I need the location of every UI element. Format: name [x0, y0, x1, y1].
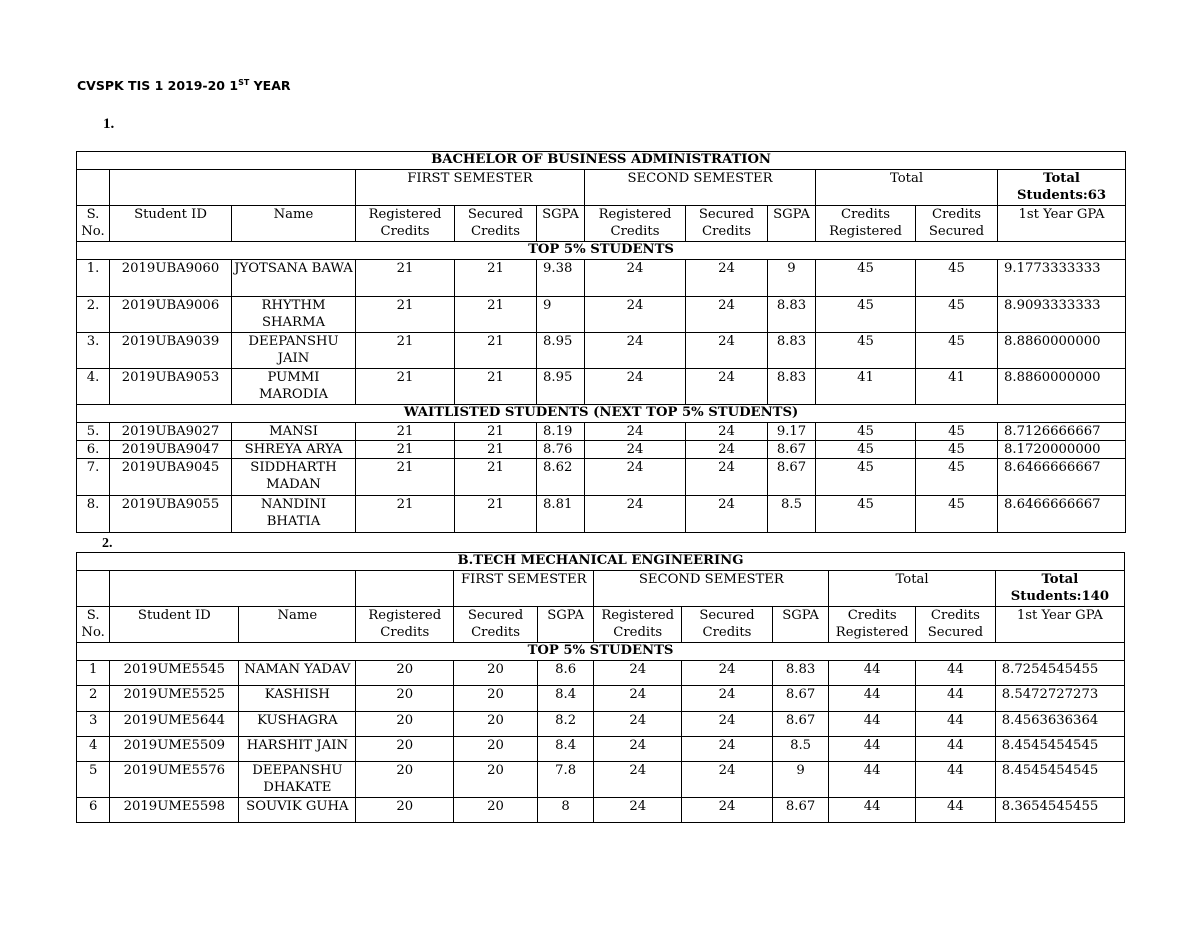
header-secured-credits: Secured Credits	[455, 206, 537, 242]
sem1-registered-credits-cell: 20	[356, 686, 454, 712]
header-sgpa: SGPA	[772, 607, 828, 643]
total-credits-secured-cell: 45	[916, 423, 998, 441]
sem2-registered-credits-cell: 24	[585, 496, 686, 533]
first-year-gpa-cell: 8.1720000000	[998, 441, 1126, 459]
sem1-registered-credits-cell: 21	[356, 333, 455, 369]
table-row	[77, 297, 1126, 333]
sem2-secured-credits-cell: 24	[686, 423, 768, 441]
student-id-cell: 2019UBA9039	[110, 333, 232, 369]
first-year-gpa-cell: 8.4545454545	[995, 737, 1124, 762]
serial-number-cell: 2	[77, 686, 110, 712]
sem1-registered-credits-cell: 20	[356, 762, 454, 798]
total-credits-registered-cell: 45	[816, 333, 916, 369]
student-name-cell: PUMMI MARODIA	[232, 369, 356, 405]
student-name-cell: SHREYA ARYA	[232, 441, 356, 459]
sem2-secured-credits-cell: 24	[682, 712, 773, 737]
sem2-sgpa-cell: 8.67	[772, 712, 828, 737]
serial-number-cell: 4	[77, 737, 110, 762]
sem1-sgpa-cell: 8.6	[537, 661, 593, 686]
header-total: Total	[829, 571, 995, 607]
serial-number-cell: 3.	[77, 333, 110, 369]
header-sgpa: SGPA	[537, 607, 593, 643]
sem2-registered-credits-cell: 24	[585, 423, 686, 441]
total-credits-secured-cell: 44	[916, 686, 996, 712]
sem2-sgpa-cell: 8.83	[768, 333, 816, 369]
section-label-top: TOP 5% STUDENTS	[77, 242, 1126, 260]
student-id-cell: 2019UME5576	[110, 762, 239, 798]
sem2-registered-credits-cell: 24	[594, 762, 682, 798]
sem1-secured-credits-cell: 21	[455, 260, 537, 297]
sem1-sgpa-cell: 8.2	[537, 712, 593, 737]
student-id-cell: 2019UBA9055	[110, 496, 232, 533]
sem2-registered-credits-cell: 24	[585, 333, 686, 369]
section-number-1: 1.	[103, 116, 115, 132]
header-registered-credits: Registered Credits	[585, 206, 686, 242]
header-registered-credits: Registered Credits	[594, 607, 682, 643]
student-name-cell: RHYTHM SHARMA	[232, 297, 356, 333]
total-credits-secured-cell: 44	[916, 661, 996, 686]
sem2-registered-credits-cell: 24	[594, 737, 682, 762]
header-total-students: Total Students:140	[995, 571, 1124, 607]
sem2-registered-credits-cell: 24	[585, 297, 686, 333]
sem1-registered-credits-cell: 20	[356, 798, 454, 823]
header-student-id: Student ID	[110, 607, 239, 643]
sem2-secured-credits-cell: 24	[686, 496, 768, 533]
total-credits-registered-cell: 45	[816, 496, 916, 533]
sem2-secured-credits-cell: 24	[686, 369, 768, 405]
first-year-gpa-cell: 8.9093333333	[998, 297, 1126, 333]
header-credits-secured: Credits Secured	[916, 607, 996, 643]
header-blank	[110, 170, 356, 206]
sem2-registered-credits-cell: 24	[594, 686, 682, 712]
total-credits-secured-cell: 44	[916, 712, 996, 737]
total-credits-registered-cell: 45	[816, 297, 916, 333]
sem2-secured-credits-cell: 24	[682, 737, 773, 762]
sem2-registered-credits-cell: 24	[585, 260, 686, 297]
header-sno: S. No.	[77, 206, 110, 242]
sem1-sgpa-cell: 8	[537, 798, 593, 823]
sem1-registered-credits-cell: 21	[356, 496, 455, 533]
sem2-sgpa-cell: 8.67	[768, 441, 816, 459]
student-id-cell: 2019UBA9006	[110, 297, 232, 333]
header-secured-credits: Secured Credits	[454, 607, 538, 643]
student-id-cell: 2019UME5644	[110, 712, 239, 737]
header-credits-registered: Credits Registered	[829, 607, 916, 643]
header-blank	[356, 571, 454, 607]
total-credits-secured-cell: 45	[916, 297, 998, 333]
section-label-waitlisted: WAITLISTED STUDENTS (NEXT TOP 5% STUDENTS)	[77, 405, 1126, 423]
serial-number-cell: 6	[77, 798, 110, 823]
sem1-sgpa-cell: 8.62	[537, 459, 585, 496]
first-year-gpa-cell: 8.6466666667	[998, 459, 1126, 496]
sem1-registered-credits-cell: 20	[356, 712, 454, 737]
total-credits-secured-cell: 41	[916, 369, 998, 405]
sem1-sgpa-cell: 8.4	[537, 686, 593, 712]
header-blank	[77, 571, 110, 607]
total-credits-registered-cell: 45	[816, 423, 916, 441]
student-name-cell: HARSHIT JAIN	[239, 737, 356, 762]
sem2-sgpa-cell: 8.67	[772, 798, 828, 823]
header-blank	[110, 571, 356, 607]
first-year-gpa-cell: 8.8860000000	[998, 369, 1126, 405]
sem2-registered-credits-cell: 24	[594, 798, 682, 823]
total-credits-registered-cell: 45	[816, 441, 916, 459]
serial-number-cell: 2.	[77, 297, 110, 333]
total-credits-registered-cell: 44	[829, 712, 916, 737]
sem1-secured-credits-cell: 20	[454, 712, 538, 737]
sem1-sgpa-cell: 8.95	[537, 333, 585, 369]
sem1-secured-credits-cell: 21	[455, 297, 537, 333]
student-name-cell: KUSHAGRA	[239, 712, 356, 737]
sem2-sgpa-cell: 8.83	[768, 297, 816, 333]
student-id-cell: 2019UBA9060	[110, 260, 232, 297]
table-row	[77, 737, 1125, 762]
student-name-cell: DEEPANSHU DHAKATE	[239, 762, 356, 798]
document-title: CVSPK TIS 1 2019-20 1ST YEAR	[77, 78, 291, 94]
serial-number-cell: 5	[77, 762, 110, 798]
total-credits-registered-cell: 44	[829, 762, 916, 798]
first-year-gpa-cell: 8.8860000000	[998, 333, 1126, 369]
sem1-registered-credits-cell: 21	[356, 423, 455, 441]
header-secured-credits: Secured Credits	[686, 206, 768, 242]
student-name-cell: SIDDHARTH MADAN	[232, 459, 356, 496]
student-id-cell: 2019UME5598	[110, 798, 239, 823]
table-row	[77, 712, 1125, 737]
total-credits-registered-cell: 44	[829, 686, 916, 712]
sem2-registered-credits-cell: 24	[585, 459, 686, 496]
student-id-cell: 2019UBA9053	[110, 369, 232, 405]
header-second-semester: SECOND SEMESTER	[585, 170, 816, 206]
first-year-gpa-cell: 8.6466666667	[998, 496, 1126, 533]
serial-number-cell: 1	[77, 661, 110, 686]
sem1-secured-credits-cell: 20	[454, 762, 538, 798]
sem1-sgpa-cell: 9	[537, 297, 585, 333]
table-row	[77, 333, 1126, 369]
serial-number-cell: 7.	[77, 459, 110, 496]
section-label-top: TOP 5% STUDENTS	[77, 643, 1125, 661]
serial-number-cell: 8.	[77, 496, 110, 533]
student-name-cell: JYOTSANA BAWA	[232, 260, 356, 297]
sem1-registered-credits-cell: 21	[356, 459, 455, 496]
first-year-gpa-cell: 8.3654545455	[995, 798, 1124, 823]
header-name: Name	[239, 607, 356, 643]
total-credits-secured-cell: 45	[916, 260, 998, 297]
sem2-sgpa-cell: 8.5	[768, 496, 816, 533]
total-credits-secured-cell: 44	[916, 762, 996, 798]
header-first-year-gpa: 1st Year GPA	[995, 607, 1124, 643]
first-year-gpa-cell: 8.4545454545	[995, 762, 1124, 798]
header-credits-registered: Credits Registered	[816, 206, 916, 242]
total-credits-secured-cell: 45	[916, 333, 998, 369]
serial-number-cell: 6.	[77, 441, 110, 459]
total-credits-secured-cell: 45	[916, 441, 998, 459]
sem2-secured-credits-cell: 24	[682, 798, 773, 823]
sem2-sgpa-cell: 8.67	[772, 686, 828, 712]
sem1-secured-credits-cell: 20	[454, 686, 538, 712]
first-year-gpa-cell: 9.1773333333	[998, 260, 1126, 297]
sem2-sgpa-cell: 8.67	[768, 459, 816, 496]
sem1-secured-credits-cell: 21	[455, 496, 537, 533]
sem1-secured-credits-cell: 20	[454, 661, 538, 686]
sem1-secured-credits-cell: 21	[455, 441, 537, 459]
sem2-secured-credits-cell: 24	[686, 297, 768, 333]
sem1-registered-credits-cell: 21	[356, 260, 455, 297]
sem1-secured-credits-cell: 21	[455, 369, 537, 405]
serial-number-cell: 4.	[77, 369, 110, 405]
table-row	[77, 260, 1126, 297]
btech-me-results-table	[76, 552, 1125, 823]
sem2-secured-credits-cell: 24	[686, 441, 768, 459]
sem1-registered-credits-cell: 20	[356, 661, 454, 686]
sem1-sgpa-cell: 8.95	[537, 369, 585, 405]
sem1-sgpa-cell: 8.4	[537, 737, 593, 762]
serial-number-cell: 3	[77, 712, 110, 737]
header-sgpa: SGPA	[768, 206, 816, 242]
sem1-registered-credits-cell: 21	[356, 369, 455, 405]
sem1-sgpa-cell: 7.8	[537, 762, 593, 798]
student-name-cell: MANSI	[232, 423, 356, 441]
sem1-sgpa-cell: 8.76	[537, 441, 585, 459]
sem1-registered-credits-cell: 21	[356, 441, 455, 459]
sem2-secured-credits-cell: 24	[686, 333, 768, 369]
sem1-sgpa-cell: 9.38	[537, 260, 585, 297]
sem2-sgpa-cell: 9.17	[768, 423, 816, 441]
sem2-secured-credits-cell: 24	[682, 762, 773, 798]
header-registered-credits: Registered Credits	[356, 206, 455, 242]
table-title: BACHELOR OF BUSINESS ADMINISTRATION	[77, 152, 1126, 170]
header-name: Name	[232, 206, 356, 242]
student-name-cell: NAMAN YADAV	[239, 661, 356, 686]
bba-results-table	[76, 151, 1126, 533]
serial-number-cell: 5.	[77, 423, 110, 441]
table-row	[77, 441, 1126, 459]
sem1-secured-credits-cell: 20	[454, 737, 538, 762]
student-id-cell: 2019UME5545	[110, 661, 239, 686]
student-name-cell: NANDINI BHATIA	[232, 496, 356, 533]
sem2-sgpa-cell: 8.83	[768, 369, 816, 405]
header-blank	[77, 170, 110, 206]
header-student-id: Student ID	[110, 206, 232, 242]
sem1-registered-credits-cell: 20	[356, 737, 454, 762]
header-credits-secured: Credits Secured	[916, 206, 998, 242]
header-registered-credits: Registered Credits	[356, 607, 454, 643]
total-credits-registered-cell: 41	[816, 369, 916, 405]
header-secured-credits: Secured Credits	[682, 607, 773, 643]
sem2-secured-credits-cell: 24	[686, 260, 768, 297]
sem2-secured-credits-cell: 24	[682, 686, 773, 712]
table-row	[77, 686, 1125, 712]
student-id-cell: 2019UME5509	[110, 737, 239, 762]
sem2-secured-credits-cell: 24	[686, 459, 768, 496]
sem1-secured-credits-cell: 21	[455, 459, 537, 496]
student-name-cell: KASHISH	[239, 686, 356, 712]
student-id-cell: 2019UME5525	[110, 686, 239, 712]
first-year-gpa-cell: 8.7126666667	[998, 423, 1126, 441]
sem2-secured-credits-cell: 24	[682, 661, 773, 686]
total-credits-registered-cell: 44	[829, 661, 916, 686]
total-credits-secured-cell: 44	[916, 798, 996, 823]
first-year-gpa-cell: 8.7254545455	[995, 661, 1124, 686]
sem1-secured-credits-cell: 21	[455, 423, 537, 441]
header-sno: S. No.	[77, 607, 110, 643]
header-second-semester: SECOND SEMESTER	[594, 571, 829, 607]
header-first-year-gpa: 1st Year GPA	[998, 206, 1126, 242]
header-sgpa: SGPA	[537, 206, 585, 242]
header-first-semester: FIRST SEMESTER	[454, 571, 594, 607]
sem2-registered-credits-cell: 24	[585, 441, 686, 459]
table-row	[77, 798, 1125, 823]
total-credits-registered-cell: 45	[816, 459, 916, 496]
table-title: B.TECH MECHANICAL ENGINEERING	[77, 553, 1125, 571]
header-total-students: Total Students:63	[998, 170, 1126, 206]
table-row	[77, 369, 1126, 405]
sem1-sgpa-cell: 8.19	[537, 423, 585, 441]
sem1-sgpa-cell: 8.81	[537, 496, 585, 533]
table-row	[77, 423, 1126, 441]
sem2-registered-credits-cell: 24	[594, 661, 682, 686]
first-year-gpa-cell: 8.4563636364	[995, 712, 1124, 737]
first-year-gpa-cell: 8.5472727273	[995, 686, 1124, 712]
sem1-registered-credits-cell: 21	[356, 297, 455, 333]
student-id-cell: 2019UBA9045	[110, 459, 232, 496]
sem2-registered-credits-cell: 24	[594, 712, 682, 737]
student-name-cell: SOUVIK GUHA	[239, 798, 356, 823]
total-credits-secured-cell: 45	[916, 496, 998, 533]
sem2-registered-credits-cell: 24	[585, 369, 686, 405]
sem2-sgpa-cell: 8.83	[772, 661, 828, 686]
table-row	[77, 496, 1126, 533]
sem2-sgpa-cell: 8.5	[772, 737, 828, 762]
table-row	[77, 661, 1125, 686]
total-credits-registered-cell: 44	[829, 798, 916, 823]
total-credits-registered-cell: 44	[829, 737, 916, 762]
total-credits-secured-cell: 44	[916, 737, 996, 762]
sem2-sgpa-cell: 9	[772, 762, 828, 798]
header-first-semester: FIRST SEMESTER	[356, 170, 585, 206]
sem1-secured-credits-cell: 20	[454, 798, 538, 823]
sem1-secured-credits-cell: 21	[455, 333, 537, 369]
header-total: Total	[816, 170, 998, 206]
student-id-cell: 2019UBA9027	[110, 423, 232, 441]
section-number-2: 2.	[102, 536, 113, 551]
total-credits-registered-cell: 45	[816, 260, 916, 297]
serial-number-cell: 1.	[77, 260, 110, 297]
total-credits-secured-cell: 45	[916, 459, 998, 496]
student-name-cell: DEEPANSHU JAIN	[232, 333, 356, 369]
table-row	[77, 762, 1125, 798]
student-id-cell: 2019UBA9047	[110, 441, 232, 459]
table-row	[77, 459, 1126, 496]
sem2-sgpa-cell: 9	[768, 260, 816, 297]
